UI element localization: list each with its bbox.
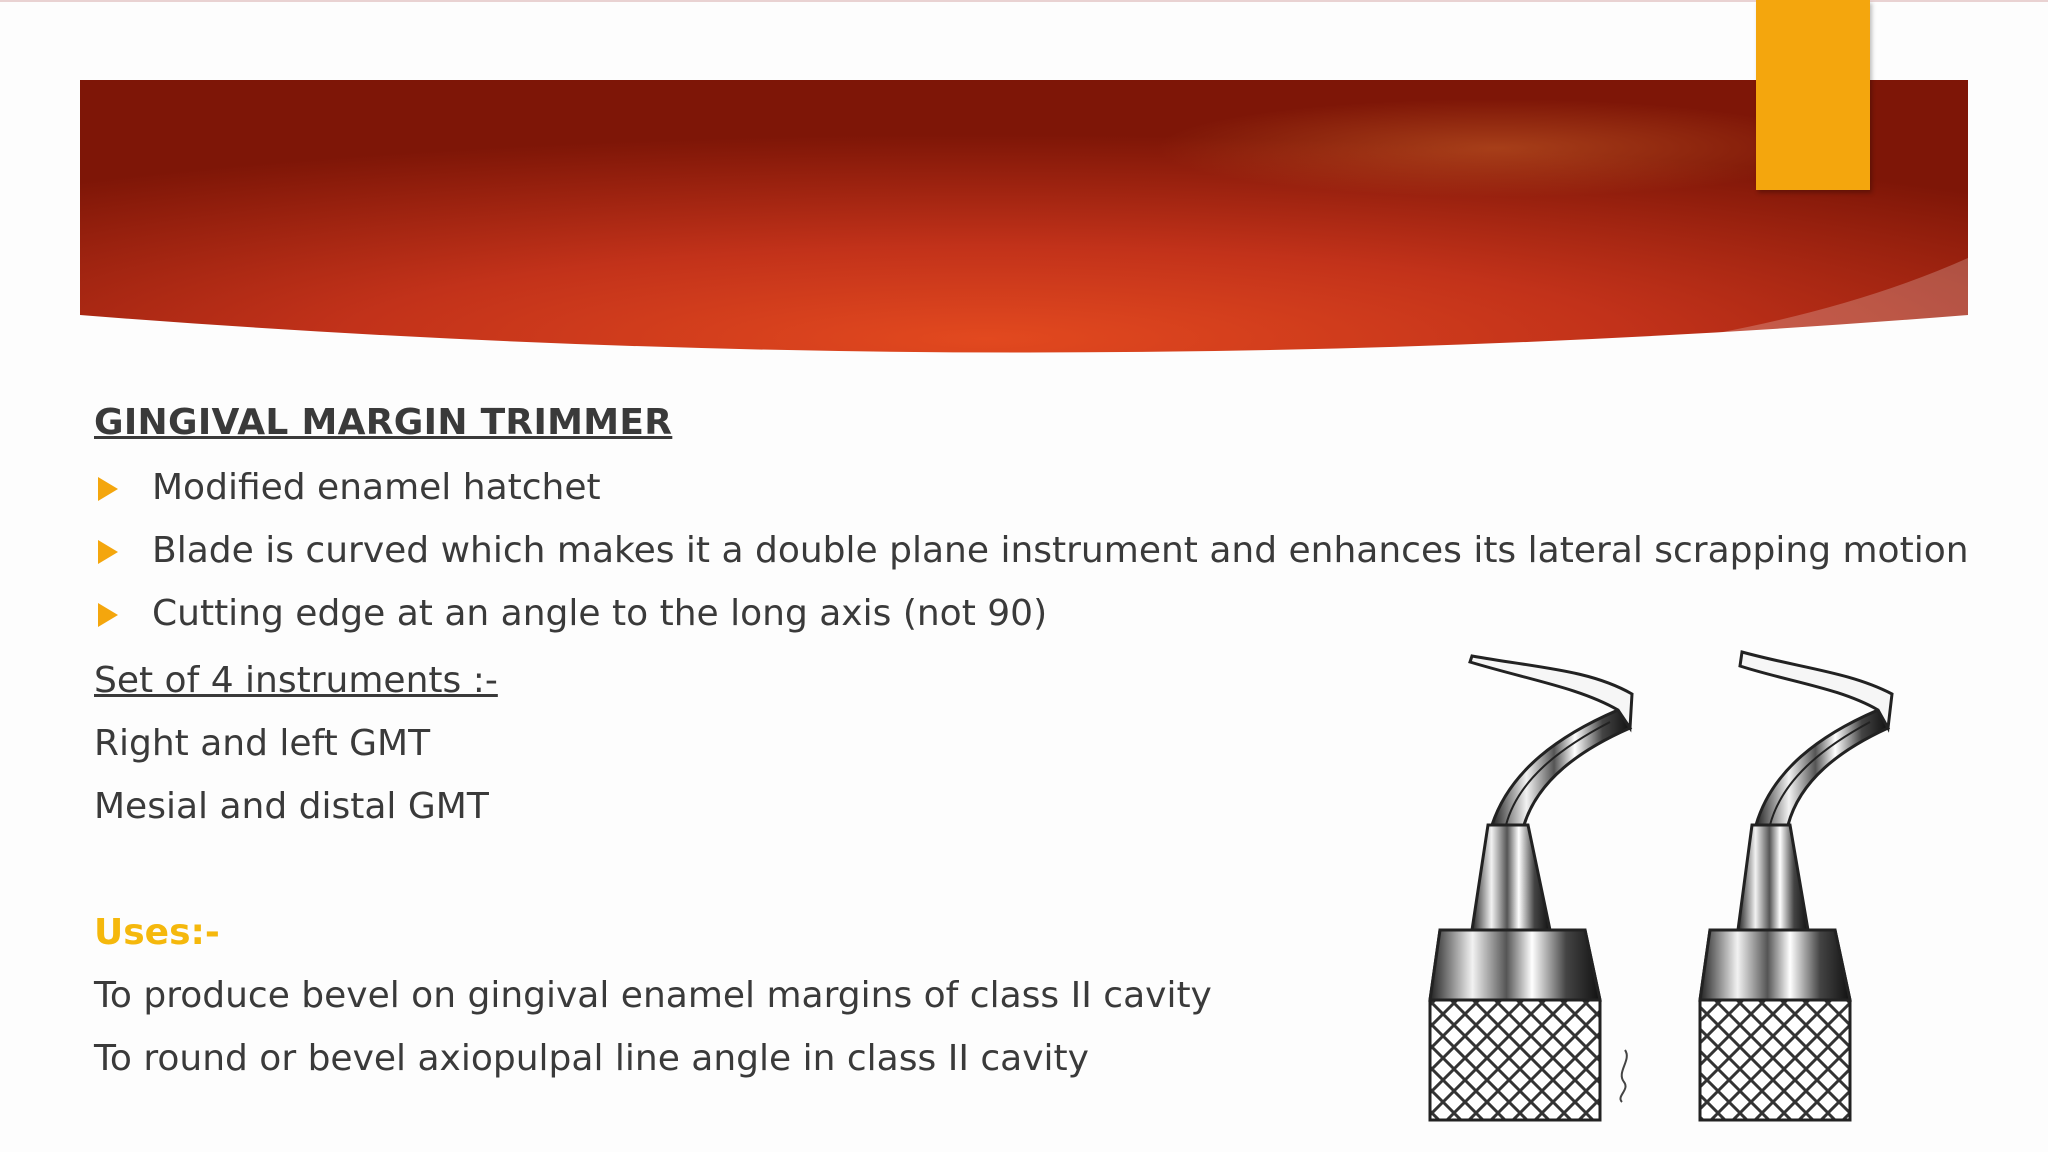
bullet-item [94,527,1969,590]
uses-item: To round or bevel axiopulpal line angle in class II cavity [94,1038,1089,1079]
slide-heading: GINGIVAL MARGIN TRIMMER [94,402,673,443]
set-item: Right and left GMT [94,723,431,764]
set-heading: Set of 4 instruments :- [94,660,498,701]
bullet-text: Modified enamel hatchet [152,467,601,508]
uses-item: To produce bevel on gingival enamel margins of class II cavity [94,975,1212,1016]
instrument-left [1430,656,1632,1120]
set-item: Mesial and distal GMT [94,786,489,827]
instrument-right [1700,652,1892,1120]
triangle-right-icon [98,540,118,564]
accent-tab [1756,0,1870,190]
bullet-text: Cutting edge at an angle to the long axis (not 90) [152,593,1048,634]
triangle-right-icon [98,603,118,627]
bullet-item [94,464,1969,527]
bullet-text: Blade is curved which makes it a double plane instrument and enhances its lateral scrapping motion [152,530,1969,571]
banner-graphic [80,80,1968,380]
uses-heading: Uses:- [94,912,220,953]
bullet-list [94,464,1969,653]
triangle-right-icon [98,477,118,501]
title-banner [80,80,1968,380]
top-border-line [0,0,2048,2]
gingival-margin-trimmer-instruments-illustration [1410,640,1950,1130]
